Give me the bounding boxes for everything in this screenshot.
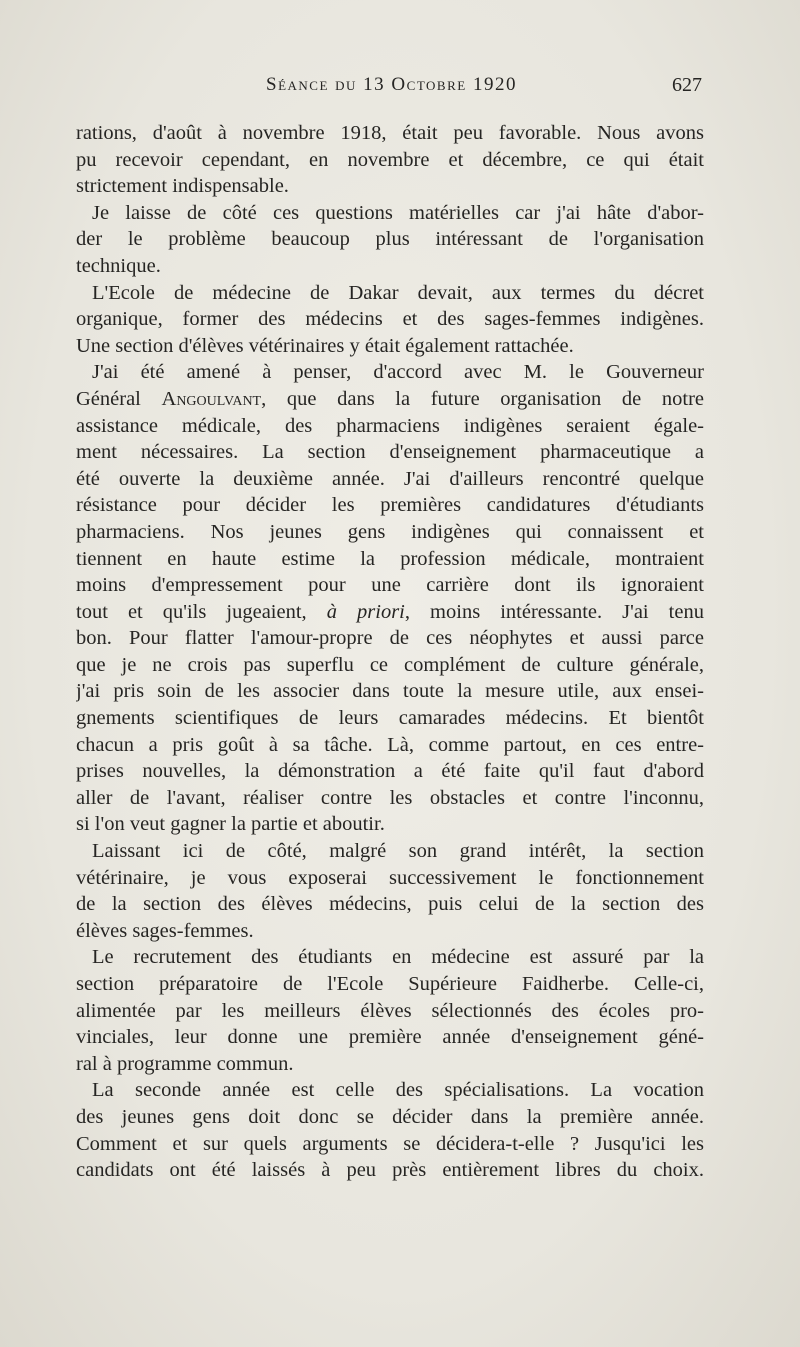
text-line: prises nouvelles, la démonstration a été faite qu'il faut d'abord bbox=[76, 760, 704, 783]
text-line bbox=[76, 386, 704, 413]
text-line: élèves sages-femmes. bbox=[76, 919, 254, 942]
name-small-caps: Angoulvant bbox=[161, 387, 262, 410]
text-line: section préparatoire de l'Ecole Supérieure Faidherbe. Celle-ci, bbox=[76, 973, 704, 995]
text-line: candidats ont été laissés à peu près entièrement libres du choix. bbox=[76, 1159, 704, 1182]
text-line bbox=[76, 599, 704, 626]
text-line: Le recrutement des étudiants en médecine est assuré par la bbox=[92, 946, 704, 969]
text-line: aller de l'avant, réaliser contre les obstacles et contre l'inconnu, bbox=[76, 786, 704, 809]
text-line: des jeunes gens doit donc se décider dans la première année. bbox=[76, 1105, 704, 1128]
text-line: pu recevoir cependant, en novembre et décembre, ce qui était bbox=[76, 148, 704, 171]
text-line: L'Ecole de médecine de Dakar devait, aux termes du décret bbox=[92, 281, 704, 304]
text-line: bon. Pour flatter l'amour-propre de ces néophytes et aussi parce bbox=[76, 627, 704, 650]
text-line: Je laisse de côté ces questions matérielles car j'ai hâte d'abor- bbox=[92, 201, 704, 224]
text-line: vétérinaire, je vous exposerai successivement le fonctionnement bbox=[76, 866, 704, 889]
text-line: Une section d'élèves vétérinaires y était également rattachée. bbox=[76, 334, 574, 357]
text-line: Comment et sur quels arguments se décidera-t-elle ? Jusqu'ici les bbox=[76, 1132, 704, 1155]
text-line: résistance pour décider les premières candidatures d'étudiants bbox=[76, 494, 704, 517]
text-line: technique. bbox=[76, 254, 161, 277]
text-line: J'ai été amené à penser, d'accord avec M. le Gouverneur bbox=[92, 361, 704, 384]
text-line: rations, d'août à novembre 1918, était peu favorable. Nous avons bbox=[76, 122, 704, 144]
text-segment: Général bbox=[76, 387, 162, 410]
text-line: vinciales, leur donne une première année d'enseignement géné- bbox=[76, 1026, 704, 1049]
italic-phrase: à priori bbox=[326, 600, 405, 623]
text-line: moins d'empressement pour une carrière dont ils ignoraient bbox=[76, 574, 704, 597]
text-line: pharmaciens. Nos jeunes gens indigènes qui connaissent et bbox=[76, 520, 704, 543]
text-line: chacun a pris goût à sa tâche. Là, comme partout, en ces entre- bbox=[76, 733, 704, 756]
text-line: j'ai pris soin de les associer dans toute la mesure utile, aux ensei- bbox=[76, 680, 704, 703]
text-line: de la section des élèves médecins, puis celui de la section des bbox=[76, 893, 704, 916]
text-line: été ouverte la deuxième année. J'ai d'ailleurs rencontré quelque bbox=[76, 467, 704, 490]
text-line: ral à programme commun. bbox=[76, 1052, 294, 1075]
text-line: tiennent en haute estime la profession médicale, montraient bbox=[76, 547, 704, 570]
page-number: 627 bbox=[672, 74, 702, 96]
text-line: si l'on veut gagner la partie et aboutir. bbox=[76, 813, 385, 836]
text-segment: tout et qu'ils jugeaient, bbox=[76, 600, 327, 623]
page-header bbox=[0, 72, 800, 102]
text-segment: , moins intéressante. J'ai tenu bbox=[404, 600, 704, 623]
body-text bbox=[76, 120, 704, 1184]
text-line: organique, former des médecins et des sages-femmes indigènes. bbox=[76, 308, 704, 331]
text-segment: , que dans la future organisation de notre bbox=[261, 387, 704, 410]
text-line: Laissant ici de côté, malgré son grand intérêt, la section bbox=[92, 840, 704, 863]
text-line: La seconde année est celle des spécialisations. La vocation bbox=[92, 1079, 704, 1102]
text-line: der le problème beaucoup plus intéressant de l'organisation bbox=[76, 228, 704, 251]
text-line: que je ne crois pas superflu ce complément de culture générale, bbox=[76, 653, 704, 676]
running-head: Séance du 13 Octobre 1920 bbox=[266, 74, 517, 95]
text-line: alimentée par les meilleurs élèves sélectionnés des écoles pro- bbox=[76, 999, 704, 1022]
text-line: gnements scientifiques de leurs camarades médecins. Et bientôt bbox=[76, 707, 704, 730]
text-line: strictement indispensable. bbox=[76, 175, 289, 198]
text-line: assistance médicale, des pharmaciens indigènes seraient égale- bbox=[76, 414, 704, 437]
text-line: ment nécessaires. La section d'enseignement pharmaceutique a bbox=[76, 441, 704, 464]
